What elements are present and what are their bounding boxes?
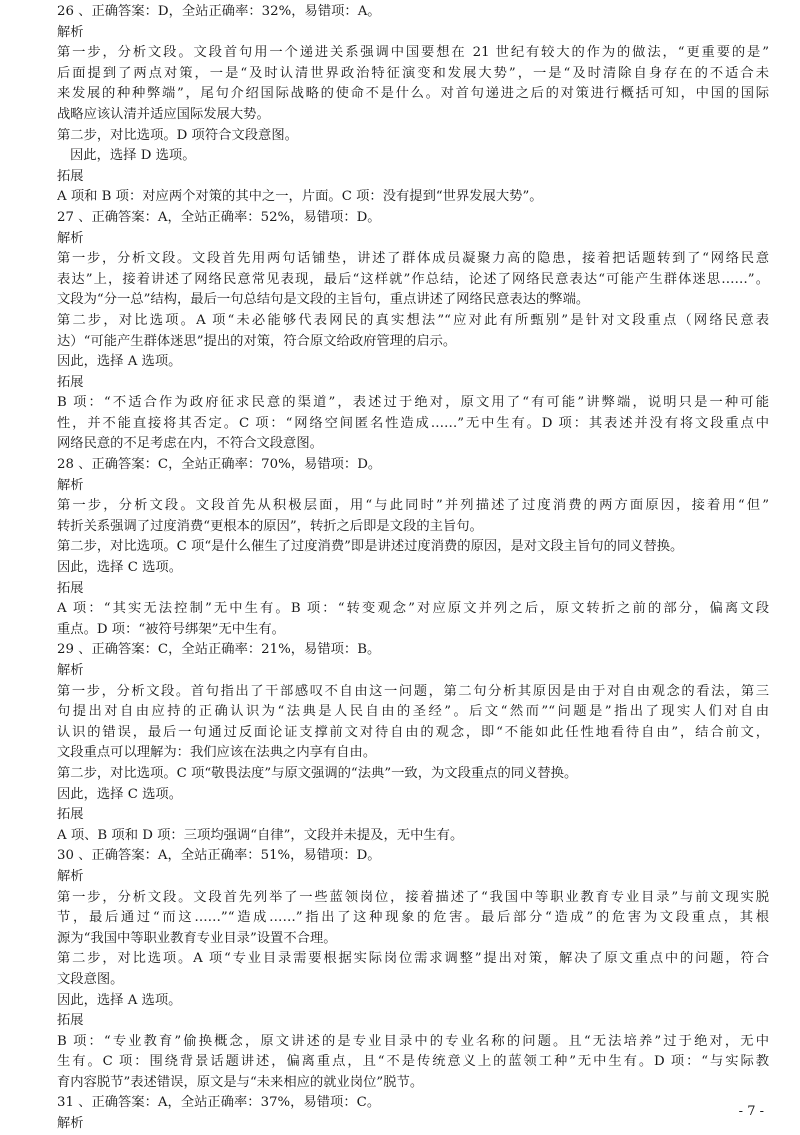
- text-line: A 项和 B 项：对应两个对策的其中之一，片面。C 项：没有提到“世界发展大势”。: [57, 189, 543, 205]
- text-line: 句提出对自由应持的正确认识为“法典是人民自由的圣经”。后文“然而”“问题是”指出了现实人们对自由: [57, 704, 769, 720]
- text-line: 节，最后通过“而这……”“造成……”指出了这种现象的危害。最后部分“造成”的危害为文段重点，其根: [57, 910, 769, 926]
- text-line: 27 、正确答案：A，全站正确率：52%，易错项：D。: [57, 209, 381, 225]
- text-line: 文段意图。: [57, 971, 124, 987]
- text-line: 第二步，对比选项。C 项“敬畏法度”与原文强调的“法典”一致，为文段重点的同义替换。: [57, 765, 578, 781]
- text-line: 拓展: [57, 1013, 84, 1029]
- text-line: 因此，选择 A 选项。: [57, 354, 182, 370]
- text-line: 解析: [57, 24, 84, 40]
- text-line: 因此，选择 A 选项。: [57, 992, 182, 1008]
- text-line: 第二步，对比选项。D 项符合文段意图。: [57, 127, 298, 143]
- text-line: 育内容脱节”表述错误，原文是与“未来相应的就业岗位”脱节。: [57, 1074, 424, 1090]
- text-line: B 项：“不适合作为政府征求民意的渠道”，表述过于绝对，原文用了“有可能”讲弊端，说明只是一种可能: [57, 395, 769, 411]
- page-number: - 7 -: [738, 1104, 764, 1119]
- text-line: 26 、正确答案：D，全站正确率：32%，易错项：A。: [57, 4, 381, 19]
- text-line: 30 、正确答案：A，全站正确率：51%，易错项：D。: [57, 848, 381, 864]
- text-line: 转折关系强调了过度消费“更根本的原因”，转折之后即是文段的主旨句。: [57, 518, 483, 534]
- text-line: 因此，选择 D 选项。: [70, 148, 196, 164]
- text-line: 拓展: [57, 807, 84, 823]
- text-line: 拓展: [57, 168, 84, 184]
- text-line: 认识的错误，最后一句通过反面论证支撑前文对待自由的观念，即“不能如此任性地看待自由”，结合前文，: [57, 724, 769, 740]
- text-line: 第一步，分析文段。首句指出了干部感叹不自由这一问题，第二句分析其原因是由于对自由观念的看法，第三: [57, 683, 769, 699]
- text-line: 性，并不能直接将其否定。C 项：“网络空间匿名性造成……”无中生有。D 项：其表述并没有将文段重点中: [57, 415, 769, 431]
- text-line: 达）“可能产生群体迷思”提出的对策，符合原文给政府管理的启示。: [57, 333, 457, 349]
- text-line: 文段为“分一总”结构，最后一句总结句是文段的主旨句，重点讲述了网络民意表达的弊端。: [57, 292, 590, 308]
- text-line: 网络民意的不足考虑在内，不符合文段意图。: [57, 436, 323, 452]
- text-line: 重点。D 项：“被符号绑架”无中生有。: [57, 621, 285, 637]
- text-line: 表达”上，接着讲述了网络民意常见表现，最后“这样就”作总结，论述了网络民意表达“可能产生群体迷思……”。: [57, 271, 769, 287]
- text-line: 因此，选择 C 选项。: [57, 786, 183, 802]
- document-body: [57, 2, 769, 1135]
- text-line: 28 、正确答案：C，全站正确率：70%，易错项：D。: [57, 457, 382, 473]
- text-line: 来发展的种种弊端”，尾句介绍国际战略的使命不是什么。对首句递进之后的对策进行概括可知，中国的国际: [57, 86, 769, 102]
- text-line: 因此，选择 C 选项。: [57, 560, 183, 576]
- text-line: 战略应该认清并适应国际发展大势。: [57, 106, 270, 122]
- text-line: 29 、正确答案：C，全站正确率：21%，易错项：B。: [57, 642, 381, 658]
- text-line: 拓展: [57, 580, 84, 596]
- text-line: 生有。C 项：围绕背景话题讲述，偏离重点，且“不是传统意义上的蓝领工种”无中生有。D 项：“与实际教: [57, 1054, 769, 1070]
- text-line: B 项：“专业教育”偷换概念，原文讲述的是专业目录中的专业名称的问题。且“无法培养”过于绝对，无中: [57, 1033, 769, 1049]
- text-line: 解析: [57, 868, 84, 884]
- text-line: 第二步，对比选项。A 项“专业目录需要根据实际岗位需求调整”提出对策，解决了原文重点中的问题，符合: [57, 951, 769, 967]
- text-line: 解析: [57, 477, 84, 493]
- text-line: 第二步，对比选项。C 项“是什么催生了过度消费”即是讲述过度消费的原因，是对文段主旨句的同义替换。: [57, 539, 684, 555]
- text-line: A 项：“其实无法控制”无中生有。B 项：“转变观念”对应原文并列之后，原文转折之前的部分，偏离文段: [57, 601, 769, 617]
- text-line: 第二步，对比选项。A 项“未必能够代表网民的真实想法”“应对此有所甄别”是针对文段重点（网络民意表: [57, 312, 769, 328]
- text-line: 第一步，分析文段。文段首先用两句话铺垫，讲述了群体成员凝聚力高的隐患，接着把话题转到了“网络民意: [57, 251, 769, 267]
- text-line: 第一步，分析文段。文段首句用一个递进关系强调中国要想在 21 世纪有较大的作为的做法，“更重要的是”: [57, 45, 769, 61]
- text-line: 源为“我国中等职业教育专业目录”设置不合理。: [57, 930, 337, 946]
- text-line: 31 、正确答案：A，全站正确率：37%，易错项：C。: [57, 1095, 381, 1111]
- text-line: 文段重点可以理解为：我们应该在法典之内享有自由。: [57, 745, 377, 761]
- text-line: 第一步，分析文段。文段首先从积极层面，用“与此同时”并列描述了过度消费的两方面原因，接着用“但”: [57, 498, 769, 514]
- text-line: 拓展: [57, 374, 84, 390]
- text-line: 解析: [57, 1116, 84, 1132]
- text-line: A 项、B 项和 D 项：三项均强调“自律”，文段并未提及，无中生有。: [57, 827, 464, 843]
- text-line: 解析: [57, 663, 84, 678]
- text-line: 解析: [57, 230, 84, 246]
- text-line: 后面提到了两点对策，一是“及时认清世界政治特征演变和发展大势”，一是“及时清除自身存在的不适合未: [57, 65, 769, 81]
- text-line: 第一步，分析文段。文段首先列举了一些蓝领岗位，接着描述了“我国中等职业教育专业目录”与前文现实脱: [57, 889, 769, 905]
